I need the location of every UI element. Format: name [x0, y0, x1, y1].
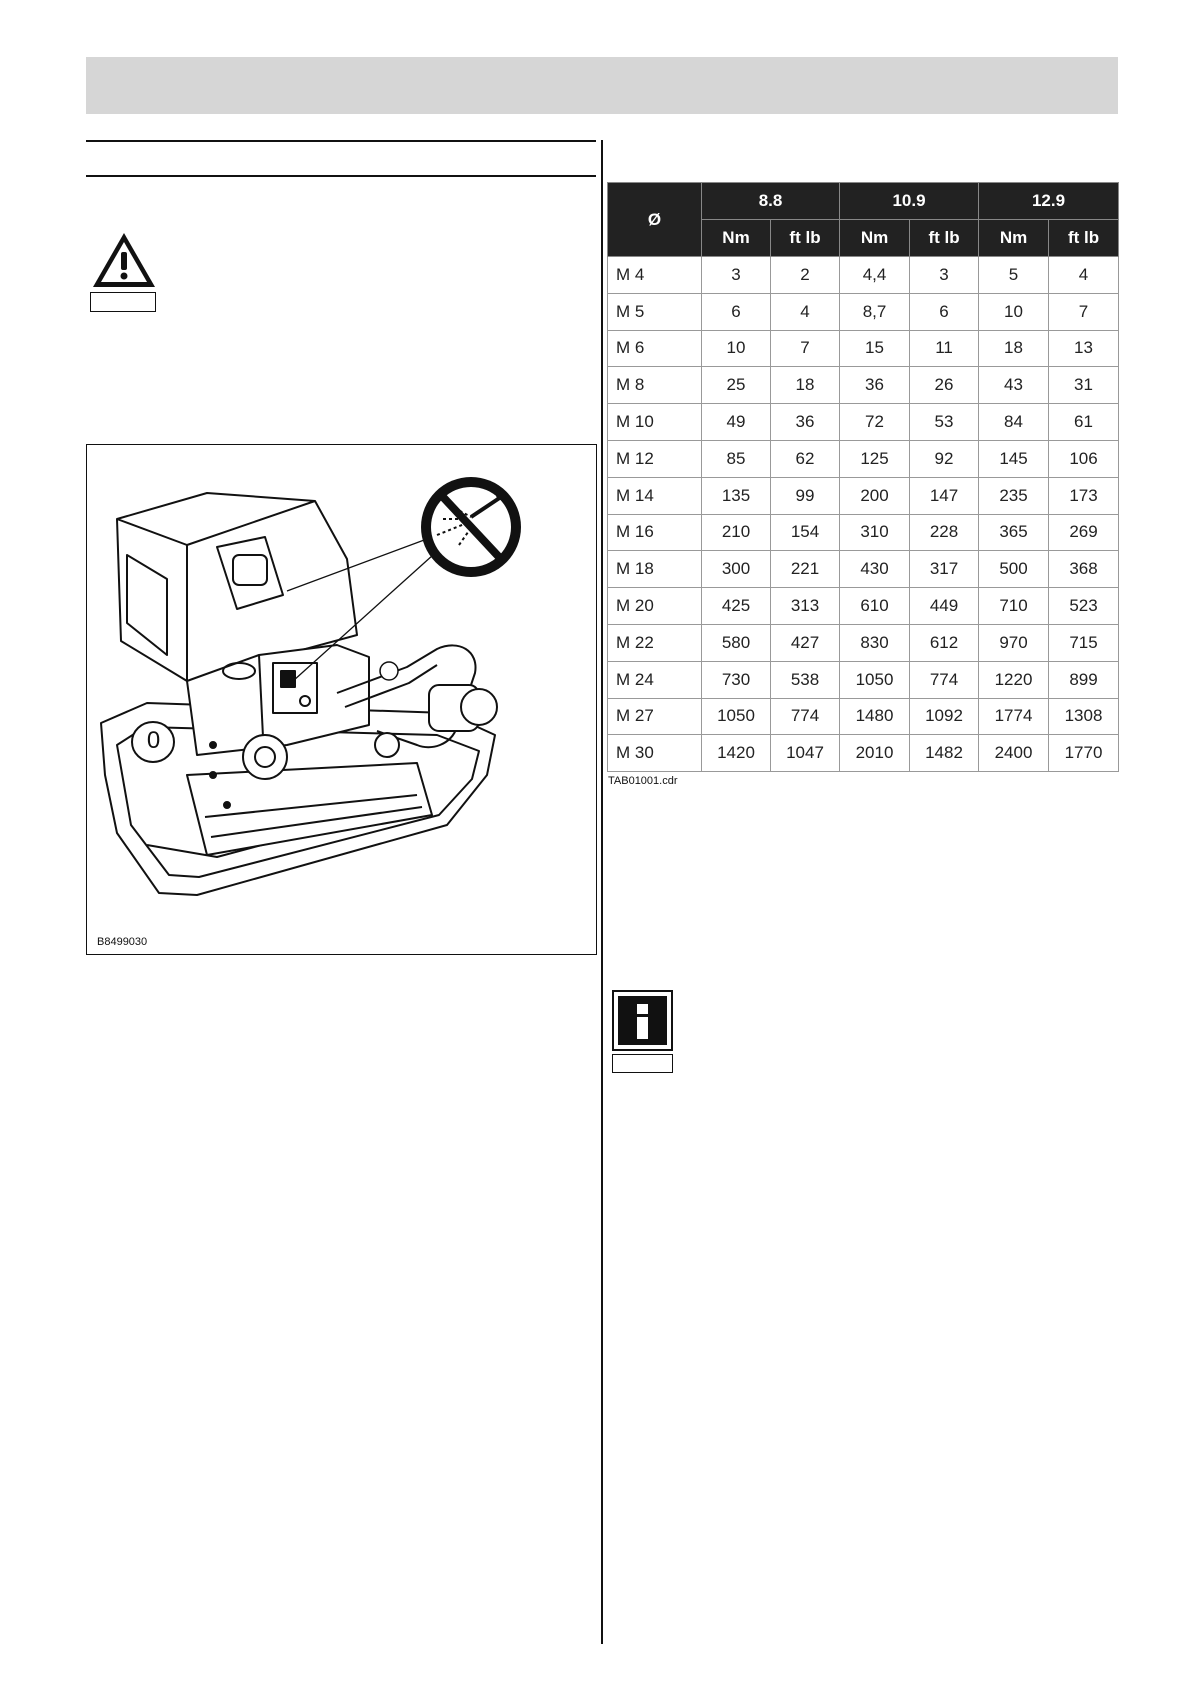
torque-value-cell: 2010 [840, 735, 910, 772]
torque-value-cell: 317 [910, 551, 979, 588]
table-row [608, 661, 1119, 698]
torque-value-cell: 500 [979, 551, 1049, 588]
torque-value-cell: 200 [840, 477, 910, 514]
torque-value-cell: 72 [840, 404, 910, 441]
torque-value-cell: 523 [1049, 588, 1119, 625]
torque-value-cell: 580 [702, 624, 771, 661]
table-row [608, 440, 1119, 477]
torque-value-cell: 4 [1049, 257, 1119, 294]
torque-value-cell: 61 [1049, 404, 1119, 441]
section-rule-top [86, 140, 596, 142]
torque-value-cell: 1770 [1049, 735, 1119, 772]
table-code: TAB01001.cdr [608, 775, 678, 787]
torque-value-cell: 135 [702, 477, 771, 514]
torque-value-cell: 970 [979, 624, 1049, 661]
unit-header: Nm [702, 220, 771, 257]
unit-header: Nm [840, 220, 910, 257]
torque-value-cell: 147 [910, 477, 979, 514]
torque-value-cell: 5 [979, 257, 1049, 294]
torque-value-cell: 18 [771, 367, 840, 404]
torque-value-cell: 145 [979, 440, 1049, 477]
machine-figure [86, 444, 597, 955]
torque-value-cell: 1480 [840, 698, 910, 735]
info-block [612, 990, 674, 1074]
torque-table [607, 182, 1119, 772]
info-label-box [612, 1054, 673, 1073]
torque-value-cell: 7 [771, 330, 840, 367]
table-row [608, 404, 1119, 441]
torque-value-cell: 125 [840, 440, 910, 477]
header-band [86, 57, 1118, 114]
bolt-size-cell: M 4 [608, 257, 702, 294]
torque-value-cell: 4,4 [840, 257, 910, 294]
torque-value-cell: 730 [702, 661, 771, 698]
table-row [608, 624, 1119, 661]
figure-code: B8499030 [97, 936, 148, 948]
torque-value-cell: 1420 [702, 735, 771, 772]
torque-value-cell: 1050 [840, 661, 910, 698]
diameter-header: Ø [608, 183, 702, 257]
bolt-size-cell: M 24 [608, 661, 702, 698]
torque-value-cell: 36 [771, 404, 840, 441]
column-divider [601, 140, 603, 1644]
table-row [608, 698, 1119, 735]
torque-value-cell: 610 [840, 588, 910, 625]
torque-value-cell: 53 [910, 404, 979, 441]
torque-value-cell: 430 [840, 551, 910, 588]
bolt-size-cell: M 16 [608, 514, 702, 551]
table-row [608, 367, 1119, 404]
torque-value-cell: 235 [979, 477, 1049, 514]
bolt-size-cell: M 30 [608, 735, 702, 772]
torque-value-cell: 99 [771, 477, 840, 514]
torque-value-cell: 774 [910, 661, 979, 698]
torque-value-cell: 830 [840, 624, 910, 661]
torque-value-cell: 1050 [702, 698, 771, 735]
torque-value-cell: 1482 [910, 735, 979, 772]
torque-value-cell: 1308 [1049, 698, 1119, 735]
torque-value-cell: 173 [1049, 477, 1119, 514]
torque-value-cell: 6 [910, 293, 979, 330]
bolt-size-cell: M 5 [608, 293, 702, 330]
torque-value-cell: 31 [1049, 367, 1119, 404]
torque-value-cell: 1047 [771, 735, 840, 772]
grade-header: 12.9 [979, 183, 1119, 220]
warning-triangle-icon [90, 230, 158, 290]
torque-value-cell: 11 [910, 330, 979, 367]
torque-value-cell: 154 [771, 514, 840, 551]
torque-value-cell: 25 [702, 367, 771, 404]
grade-header-row [608, 183, 1119, 220]
torque-value-cell: 85 [702, 440, 771, 477]
no-water-spray-icon [421, 477, 521, 577]
torque-value-cell: 425 [702, 588, 771, 625]
torque-value-cell: 10 [979, 293, 1049, 330]
torque-value-cell: 313 [771, 588, 840, 625]
unit-header: ft lb [910, 220, 979, 257]
torque-value-cell: 43 [979, 367, 1049, 404]
table-row [608, 735, 1119, 772]
torque-value-cell: 365 [979, 514, 1049, 551]
torque-value-cell: 715 [1049, 624, 1119, 661]
torque-value-cell: 2 [771, 257, 840, 294]
torque-value-cell: 6 [702, 293, 771, 330]
torque-value-cell: 710 [979, 588, 1049, 625]
torque-value-cell: 62 [771, 440, 840, 477]
bolt-size-cell: M 10 [608, 404, 702, 441]
unit-header: Nm [979, 220, 1049, 257]
torque-value-cell: 13 [1049, 330, 1119, 367]
info-icon [612, 990, 673, 1051]
bolt-size-cell: M 6 [608, 330, 702, 367]
torque-value-cell: 538 [771, 661, 840, 698]
bolt-size-cell: M 20 [608, 588, 702, 625]
torque-value-cell: 1220 [979, 661, 1049, 698]
table-row [608, 514, 1119, 551]
torque-value-cell: 7 [1049, 293, 1119, 330]
warning-label-box [90, 292, 156, 312]
torque-value-cell: 3 [702, 257, 771, 294]
torque-value-cell: 26 [910, 367, 979, 404]
torque-value-cell: 899 [1049, 661, 1119, 698]
unit-header: ft lb [771, 220, 840, 257]
table-row [608, 477, 1119, 514]
section-rule-bottom [86, 175, 596, 177]
torque-value-cell: 300 [702, 551, 771, 588]
torque-value-cell: 84 [979, 404, 1049, 441]
torque-value-cell: 3 [910, 257, 979, 294]
bolt-size-cell: M 18 [608, 551, 702, 588]
figure-callout-label: 0 [146, 727, 161, 754]
bolt-size-cell: M 8 [608, 367, 702, 404]
torque-value-cell: 4 [771, 293, 840, 330]
torque-value-cell: 15 [840, 330, 910, 367]
torque-value-cell: 8,7 [840, 293, 910, 330]
table-row [608, 257, 1119, 294]
torque-value-cell: 368 [1049, 551, 1119, 588]
bolt-size-cell: M 12 [608, 440, 702, 477]
unit-header: ft lb [1049, 220, 1119, 257]
torque-value-cell: 2400 [979, 735, 1049, 772]
torque-value-cell: 106 [1049, 440, 1119, 477]
torque-value-cell: 36 [840, 367, 910, 404]
torque-value-cell: 774 [771, 698, 840, 735]
torque-value-cell: 310 [840, 514, 910, 551]
table-row [608, 588, 1119, 625]
torque-value-cell: 449 [910, 588, 979, 625]
torque-value-cell: 221 [771, 551, 840, 588]
torque-value-cell: 18 [979, 330, 1049, 367]
bolt-size-cell: M 22 [608, 624, 702, 661]
warning-block [90, 230, 158, 314]
torque-value-cell: 228 [910, 514, 979, 551]
torque-value-cell: 269 [1049, 514, 1119, 551]
torque-value-cell: 1092 [910, 698, 979, 735]
table-row [608, 330, 1119, 367]
grade-header: 8.8 [702, 183, 840, 220]
table-row [608, 293, 1119, 330]
table-row [608, 551, 1119, 588]
torque-table-body [608, 257, 1119, 772]
torque-value-cell: 612 [910, 624, 979, 661]
grade-header: 10.9 [840, 183, 979, 220]
plate-compactor-illustration [87, 445, 595, 953]
bolt-size-cell: M 27 [608, 698, 702, 735]
torque-value-cell: 92 [910, 440, 979, 477]
torque-value-cell: 10 [702, 330, 771, 367]
torque-value-cell: 427 [771, 624, 840, 661]
torque-value-cell: 210 [702, 514, 771, 551]
torque-value-cell: 49 [702, 404, 771, 441]
bolt-size-cell: M 14 [608, 477, 702, 514]
torque-value-cell: 1774 [979, 698, 1049, 735]
